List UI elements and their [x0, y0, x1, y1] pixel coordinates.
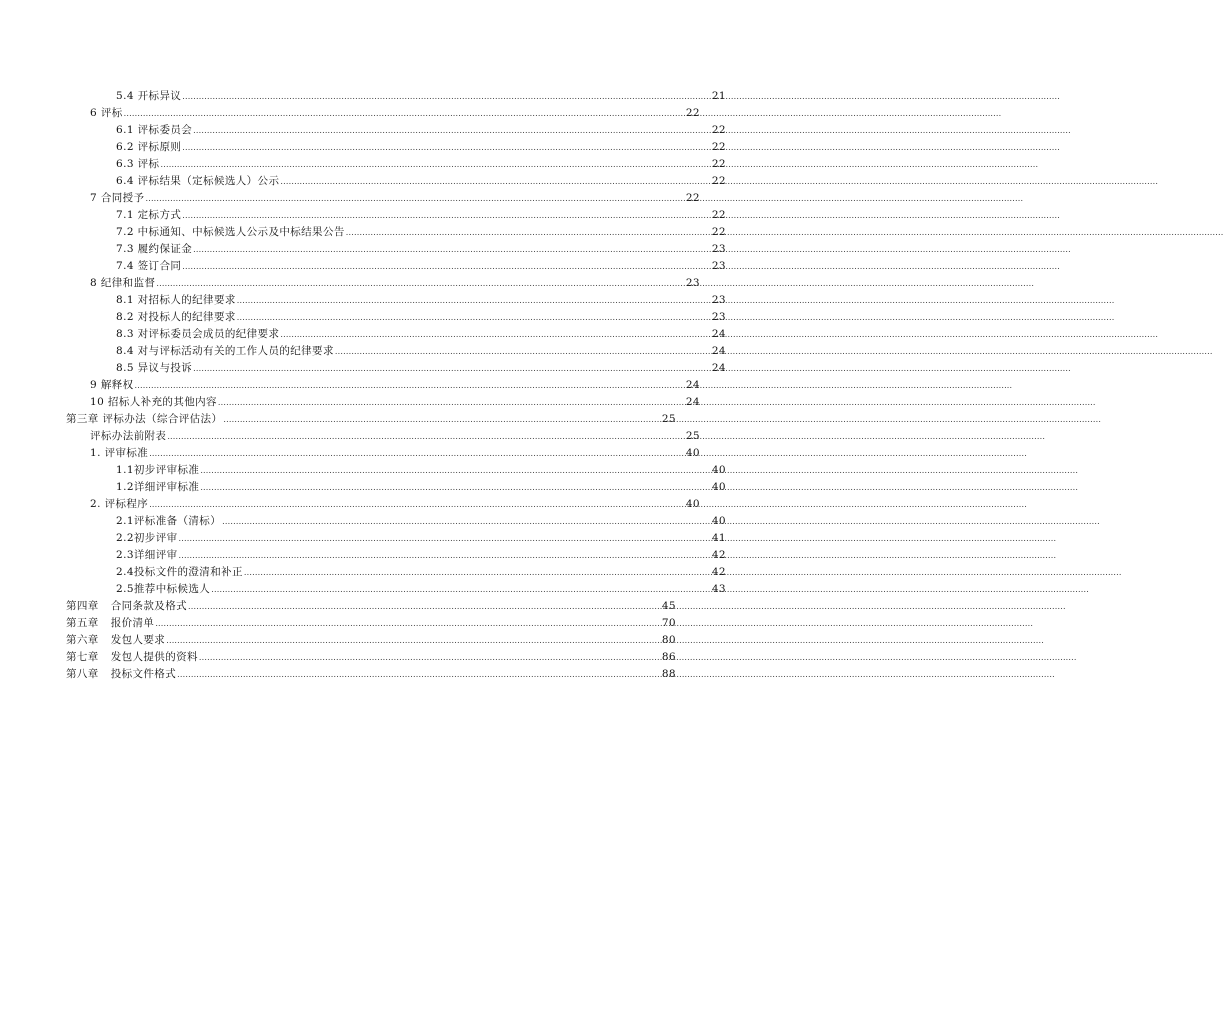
- toc-leader-dots: [155, 615, 655, 632]
- toc-chapter-8[interactable]: [0, 666, 790, 683]
- toc-page-number: 24: [711, 362, 726, 374]
- toc-leader-dots: [149, 445, 679, 462]
- toc-entry-title: 2.4投标文件的澄清和补正: [116, 566, 243, 578]
- toc-leader-dots: [211, 581, 705, 598]
- toc-leader-dots: [160, 156, 705, 173]
- toc-leader-dots: [182, 207, 705, 224]
- toc-leader-dots: [193, 241, 705, 258]
- toc-chapter-4[interactable]: [0, 598, 790, 615]
- toc-entry-8-1[interactable]: [0, 292, 840, 309]
- toc-entry-title: 6.2 评标原则: [116, 141, 182, 153]
- toc-page-number: 24: [685, 379, 700, 391]
- toc-page-number: 22: [711, 124, 726, 136]
- toc-leader-dots: [200, 462, 705, 479]
- toc-page-number: 25: [661, 413, 676, 425]
- toc-entry-appendix-table[interactable]: [0, 428, 814, 445]
- toc-entry-5-4[interactable]: [0, 88, 840, 105]
- toc-leader-dots: [193, 360, 705, 377]
- toc-entry-title: 6 评标: [90, 107, 123, 119]
- toc-page-number: 42: [711, 549, 726, 561]
- toc-leader-dots: [199, 649, 655, 666]
- toc-entry-8-3[interactable]: [0, 326, 840, 343]
- toc-entry-title: 10 招标人补充的其他内容: [90, 396, 217, 408]
- toc-page-number: 41: [711, 532, 726, 544]
- toc-leader-dots: [200, 479, 705, 496]
- toc-leader-dots: [182, 88, 705, 105]
- toc-entry-title: 5.4 开标异议: [116, 90, 182, 102]
- toc-page-number: 23: [711, 311, 726, 323]
- toc-entry-title: 2.5推荐中标候选人: [116, 583, 211, 595]
- toc-entry-6-3[interactable]: [0, 156, 840, 173]
- toc-entry-title: 8.5 异议与投诉: [116, 362, 193, 374]
- toc-leader-dots: [222, 513, 705, 530]
- toc-entry-9[interactable]: [0, 377, 814, 394]
- toc-leader-dots: [149, 496, 679, 513]
- toc-leader-dots: [124, 105, 679, 122]
- toc-entry-title: 1.1初步评审标准: [116, 464, 200, 476]
- toc-entry-8-4[interactable]: [0, 343, 840, 360]
- toc-entry-6-2[interactable]: [0, 139, 840, 156]
- toc-page-number: 23: [711, 260, 726, 272]
- toc-leader-dots: [335, 343, 705, 360]
- toc-page-number: 22: [711, 209, 726, 221]
- toc-entry-title: 8.1 对招标人的纪律要求: [116, 294, 236, 306]
- toc-page-number: 24: [711, 345, 726, 357]
- toc-leader-dots: [166, 632, 655, 649]
- toc-page-number: 23: [711, 294, 726, 306]
- toc-leader-dots: [182, 139, 705, 156]
- toc-page-number: 24: [685, 396, 700, 408]
- toc-leader-dots: [145, 190, 679, 207]
- toc-page-number: 40: [685, 447, 700, 459]
- toc-page-number: 40: [711, 481, 726, 493]
- toc-entry-title: 7 合同授予: [90, 192, 145, 204]
- toc-page-number: 22: [685, 107, 700, 119]
- toc-chapter-7[interactable]: [0, 649, 790, 666]
- toc-leader-dots: [223, 411, 655, 428]
- toc-leader-dots: [156, 275, 679, 292]
- toc-leader-dots: [179, 547, 705, 564]
- toc-entry-title: 2. 评标程序: [90, 498, 149, 510]
- toc-entry-6[interactable]: [0, 105, 814, 122]
- toc-entry-1-2[interactable]: [0, 479, 840, 496]
- toc-entry-title: 6.3 评标: [116, 158, 160, 170]
- toc-entry-1-1[interactable]: [0, 462, 840, 479]
- toc-leader-dots: [179, 530, 705, 547]
- toc-entry-title: 评标办法前附表: [90, 430, 167, 442]
- toc-leader-dots: [237, 309, 705, 326]
- toc-entry-title: 第四章 合同条款及格式: [66, 600, 188, 612]
- toc-entry-title: 6.1 评标委员会: [116, 124, 193, 136]
- toc-entry-title: 7.3 履约保证金: [116, 243, 193, 255]
- toc-leader-dots: [280, 326, 705, 343]
- toc-chapter-6[interactable]: [0, 632, 790, 649]
- toc-entry-10[interactable]: [0, 394, 814, 411]
- toc-entry-7-2[interactable]: [0, 224, 840, 241]
- toc-page-number: 88: [661, 668, 676, 680]
- toc-entry-title: 第八章 投标文件格式: [66, 668, 177, 680]
- toc-page-number: 25: [685, 430, 700, 442]
- toc-entry-title: 1. 评审标准: [90, 447, 149, 459]
- toc-entry-2-4[interactable]: [0, 564, 840, 581]
- toc-leader-dots: [135, 377, 679, 394]
- toc-page-number: 45: [661, 600, 676, 612]
- toc-entry-6-4[interactable]: [0, 173, 840, 190]
- toc-entry-title: 8 纪律和监督: [90, 277, 156, 289]
- toc-entry-2-1[interactable]: [0, 513, 840, 530]
- toc-page-number: 24: [711, 328, 726, 340]
- toc-entry-7-4[interactable]: [0, 258, 840, 275]
- toc-entry-title: 7.2 中标通知、中标候选人公示及中标结果公告: [116, 226, 345, 238]
- toc-page-number: 22: [685, 192, 700, 204]
- toc-entry-title: 7.4 签订合同: [116, 260, 182, 272]
- toc-leader-dots: [193, 122, 705, 139]
- toc-entry-title: 8.4 对与评标活动有关的工作人员的纪律要求: [116, 345, 334, 357]
- toc-page-number: 40: [711, 515, 726, 527]
- toc-entry-title: 第七章 发包人提供的资料: [66, 651, 198, 663]
- toc-entry-2[interactable]: [0, 496, 814, 513]
- toc-page-number: 43: [711, 583, 726, 595]
- toc-entry-7-1[interactable]: [0, 207, 840, 224]
- toc-leader-dots: [244, 564, 705, 581]
- toc-entry-6-1[interactable]: [0, 122, 840, 139]
- toc-entry-7[interactable]: [0, 190, 814, 207]
- toc-page-number: 22: [711, 175, 726, 187]
- toc-leader-dots: [182, 258, 705, 275]
- toc-entry-title: 第六章 发包人要求: [66, 634, 166, 646]
- toc-page-number: 22: [711, 158, 726, 170]
- toc-page-number: 23: [685, 277, 700, 289]
- toc-page-number: 23: [711, 243, 726, 255]
- toc-entry-title: 第三章 评标办法（综合评估法）: [66, 413, 223, 425]
- toc-entry-title: 2.2初步评审: [116, 532, 178, 544]
- toc-page-number: 42: [711, 566, 726, 578]
- toc-page-number: 80: [661, 634, 676, 646]
- toc-leader-dots: [346, 224, 705, 241]
- toc-leader-dots: [280, 173, 705, 190]
- toc-page-number: 22: [711, 226, 726, 238]
- toc-entry-8[interactable]: [0, 275, 814, 292]
- toc-entry-8-5[interactable]: [0, 360, 840, 377]
- toc-page-number: 40: [685, 498, 700, 510]
- toc-entry-title: 1.2详细评审标准: [116, 481, 200, 493]
- toc-leader-dots: [177, 666, 655, 683]
- toc-entry-title: 6.4 评标结果（定标候选人）公示: [116, 175, 280, 187]
- toc-page-number: 70: [661, 617, 676, 629]
- toc-entry-2-5[interactable]: [0, 581, 840, 598]
- toc-entry-title: 7.1 定标方式: [116, 209, 182, 221]
- toc-leader-dots: [237, 292, 705, 309]
- toc-entry-2-3[interactable]: [0, 547, 840, 564]
- toc-entry-2-2[interactable]: [0, 530, 840, 547]
- toc-entry-title: 8.2 对投标人的纪律要求: [116, 311, 236, 323]
- toc-chapter-5[interactable]: [0, 615, 790, 632]
- toc-entry-1[interactable]: [0, 445, 814, 462]
- toc-chapter-3[interactable]: [0, 411, 790, 428]
- toc-entry-8-2[interactable]: [0, 309, 840, 326]
- toc-page-number: 86: [661, 651, 676, 663]
- toc-entry-title: 2.1评标准备（清标）: [116, 515, 222, 527]
- toc-page-number: 22: [711, 141, 726, 153]
- toc-page-number: 40: [711, 464, 726, 476]
- toc-leader-dots: [167, 428, 679, 445]
- toc-entry-title: 2.3详细评审: [116, 549, 178, 561]
- toc-page-number: 21: [711, 90, 726, 102]
- toc-entry-title: 9 解释权: [90, 379, 134, 391]
- toc-leader-dots: [218, 394, 679, 411]
- toc-entry-title: 8.3 对评标委员会成员的纪律要求: [116, 328, 280, 340]
- toc-leader-dots: [188, 598, 655, 615]
- toc-entry-7-3[interactable]: [0, 241, 840, 258]
- toc-entry-title: 第五章 报价清单: [66, 617, 155, 629]
